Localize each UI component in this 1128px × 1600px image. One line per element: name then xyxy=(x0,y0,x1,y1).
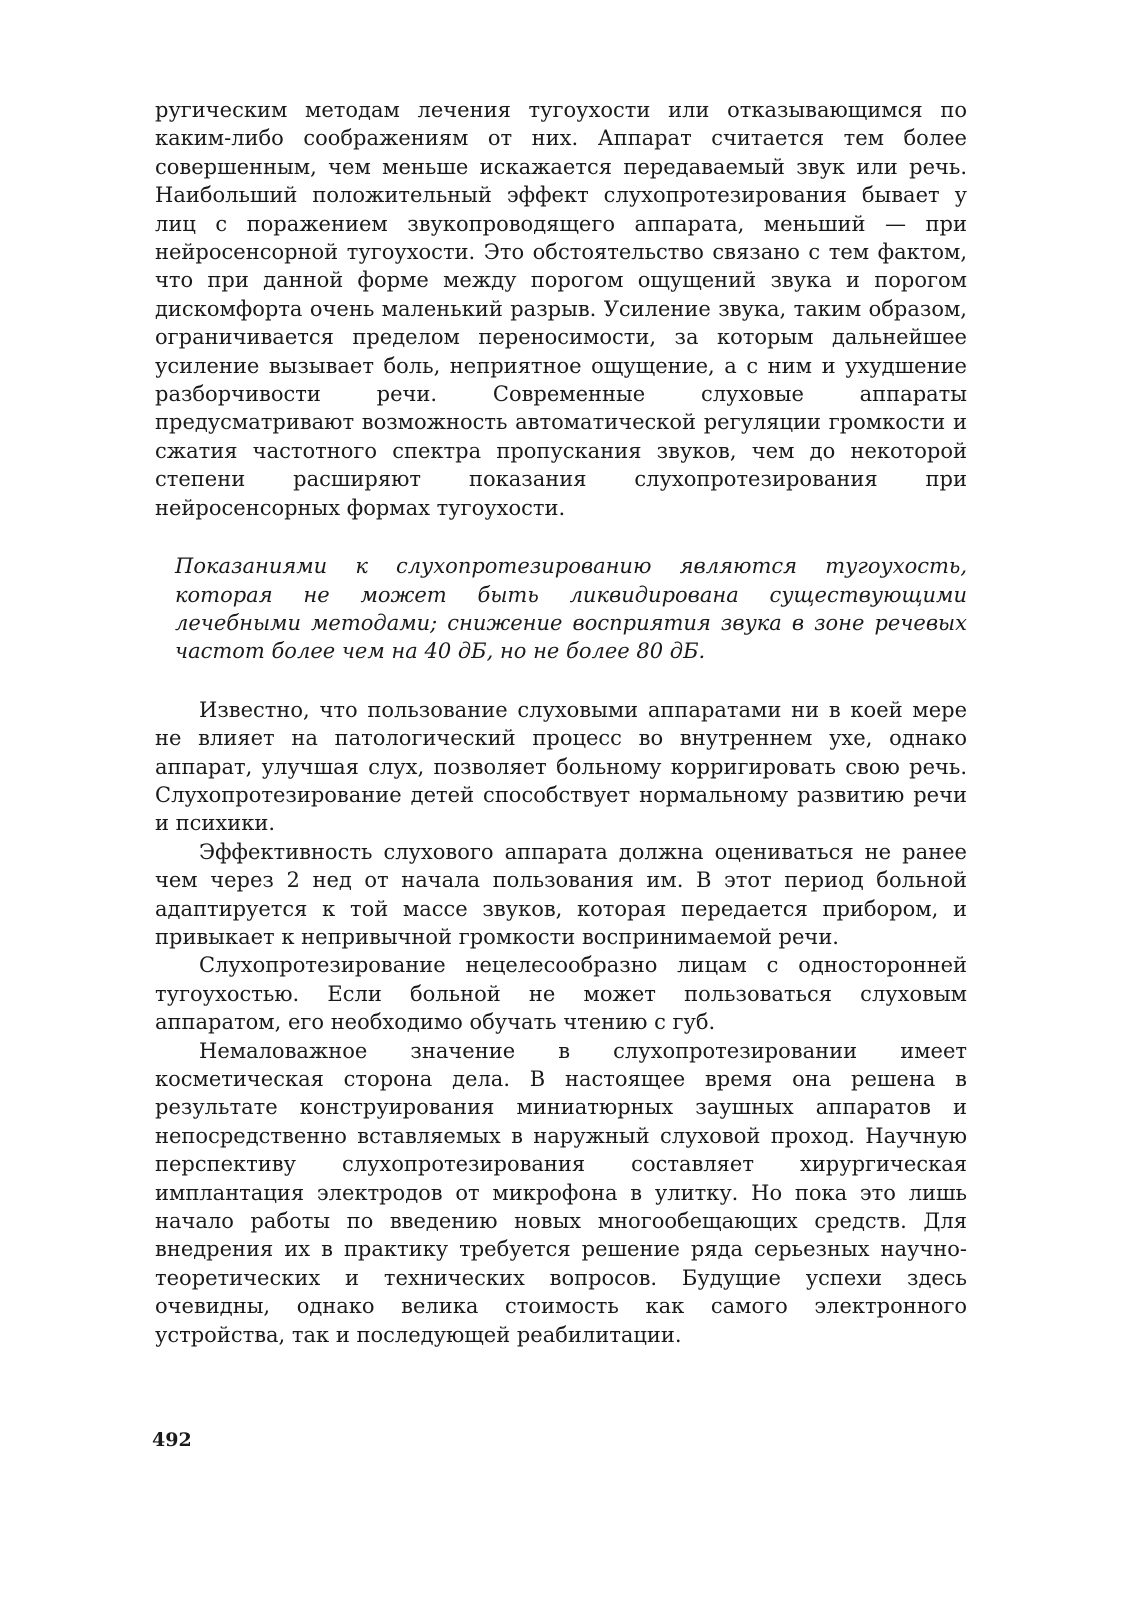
paragraph: Известно, что пользование слуховыми аппаратами ни в коей мере не влияет на патологический процесс во внутреннем ухе, однако аппарат, улучшая слух, позволяет больному корригировать свою речь. Слухопротезирование детей способствует нормальному развитию речи и психики. xyxy=(155,697,967,836)
paragraph: Немаловажное значение в слухопротезировании имеет косметическая сторона дела. В настоящее время она решена в результате конструирования миниатюрных заушных аппаратов и непосредственно вставляемых в наружный слуховой проход. Научную перспективу слухопротезирования составляет хирургическая имплантация электродов от микрофона в улитку. Но пока это лишь начало работы по введению новых многообещающих средств. Для внедрения их в практику требуется решение ряда серьезных научно-теоретических и технических вопросов. Будущие успехи здесь очевидны, однако велика стоимость как самого электронного устройства, так и последующей реабилитации. xyxy=(155,1038,967,1347)
text-column xyxy=(155,96,967,1349)
page-number: 492 xyxy=(152,1429,192,1451)
paragraph: Эффективность слухового аппарата должна оцениваться не ранее чем через 2 нед от начала пользования им. В этот период больной адаптируется к той массе звуков, которая передается прибором, и привыкает к непривычной громкости воспринимаемой речи. xyxy=(155,839,967,949)
paragraph: Слухопротезирование нецелесообразно лицам с односторонней тугоухостью. Если больной не может пользоваться слуховым аппаратом, его необходимо обучать чтению с губ. xyxy=(155,953,967,1035)
indications-highlight: Показаниями к слухопротезированию являются тугоухость, которая не может быть ликвидирована существующими лечебными методами; снижение восприятия звука в зоне речевых частот более чем на 40 дБ, но не более 80 дБ. xyxy=(175,554,967,664)
paragraph-continued: ругическим методам лечения тугоухости или отказывающимся по каким-либо соображениям от них. Аппарат считается тем более совершенным, чем меньше искажается передаваемый звук или речь. Наибольший положительный эффект слухопротезирования бывает у лиц с поражением звукопроводящего аппарата, меньший — при нейросенсорной тугоухости. Это обстоятельство связано с тем фактом, что при данной форме между порогом ощущений звука и порогом дискомфорта очень маленький разрыв. Усиление звука, таким образом, ограничивается пределом переносимости, за которым дальнейшее усиление вызывает боль, неприятное ощущение, а с ним и ухудшение разборчивости речи. Современные слуховые аппараты предусматривают возможность автоматической регуляции громкости и сжатия частотного спектра пропускания звуков, чем до некоторой степени расширяют показания слухопротезирования при нейросенсорных формах тугоухости. xyxy=(155,98,967,520)
spacer xyxy=(155,522,967,552)
spacer xyxy=(155,666,967,696)
